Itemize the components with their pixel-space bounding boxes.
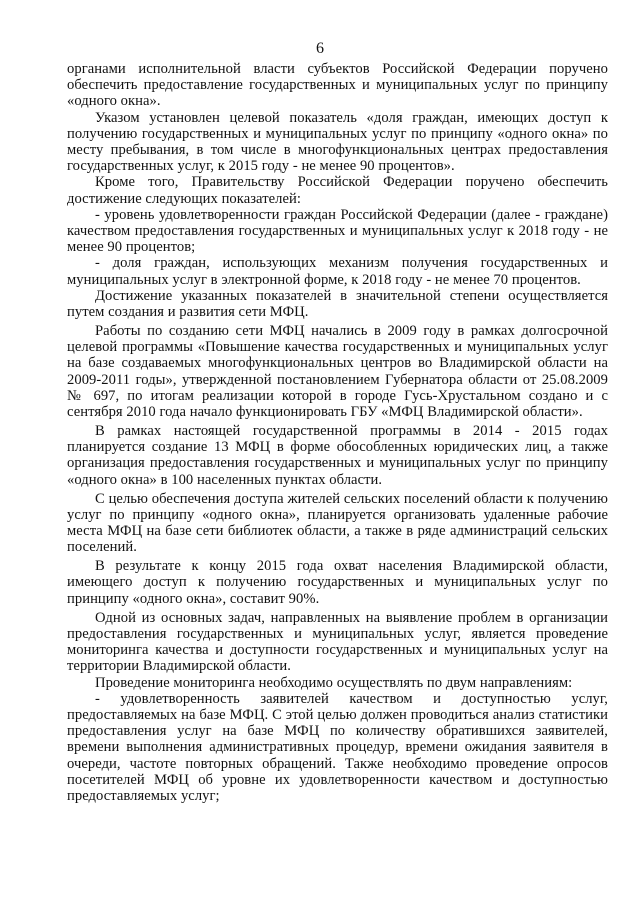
paragraph-6: Достижение указанных показателей в значительной степени осуществляется путем создания и развития сети МФЦ. [67,287,608,321]
paragraph-11: Одной из основных задач, направленных на выявление проблем в организации предоставления государственных и муниципальных услуг, является проведение мониторинга качества и доступности государственных и муниципальных услуг на территории Владимирской области. [67,609,608,675]
list-item-quality-monitoring: - удовлетворенность заявителей качеством и доступностью услуг, предоставляемых на базе МФЦ. С этой целью должен проводиться анализ статистики предоставления услуг на базе МФЦ по количеству обратившихся заявителей, времени выполнения административных процедур, времени ожидания заявителя в очереди, частоте повторных обращений. Также необходимо проведение опросов посетителей МФЦ об уровне их удовлетворенности качеством и доступностью предоставляемых услуг; [67,690,608,804]
list-item-electronic-share: - доля граждан, использующих механизм получения государственных и муниципальных услуг в электронной форме, к 2018 году - не менее 70 процентов. [67,255,608,288]
paragraph-12: Проведение мониторинга необходимо осуществлять по двум направлениям: [95,674,573,691]
paragraph-2: Указом установлен целевой показатель «доля граждан, имеющих доступ к получению государственных и муниципальных услуг по принципу «одного окна» по месту пребывания, в том числе в многофункциональных центрах предоставления государственных услуг, к 2015 году - не менее 90 процентов». [67,109,608,175]
list-item-satisfaction: - уровень удовлетворенности граждан Российской Федерации (далее - граждане) качеством предоставления государственных и муниципальных услуг к 2018 году - не менее 90 процентов; [67,206,608,256]
paragraph-8: В рамках настоящей государственной программы в 2014 - 2015 годах планируется создание 13 МФЦ в форме обособленных юридических лиц, а также организация предоставления государственных и муниципальных услуг по принципу «одного окна» в 100 населенных пунктах области. [67,423,608,488]
page-number: 6 [316,40,324,57]
paragraph-1: органами исполнительной власти субъектов Российской Федерации поручено обеспечить предоставление государственных и муниципальных услуг по принципу «одного окна». [67,61,608,110]
document-body [67,61,608,804]
paragraph-3: Кроме того, Правительству Российской Федерации поручено обеспечить достижение следующих показателей: [67,174,608,207]
paragraph-7: Работы по созданию сети МФЦ начались в 2009 году в рамках долгосрочной целевой программы «Повышение качества государственных и муниципальных услуг на базе создаваемых многофункциональных центров во Владимирской области на 2009-2011 годы», утвержденной постановлением Губернатора области от 25.08.2009 № 697, по итогам реализации которой в городе Гусь-Хрустальном создано и с сентября 2010 года начало функционировать ГБУ «МФЦ Владимирской области». [67,323,608,421]
paragraph-9: С целью обеспечения доступа жителей сельских поселений области к получению услуг по принципу «одного окна», планируется организовать удаленные рабочие места МФЦ на базе сети библиотек области, а также в ряде администраций сельских поселений. [67,490,608,556]
paragraph-10: В результате к концу 2015 года охват населения Владимирской области, имеющего доступ к получению государственных и муниципальных услуг по принципу «одного окна», составит 90%. [67,558,608,607]
